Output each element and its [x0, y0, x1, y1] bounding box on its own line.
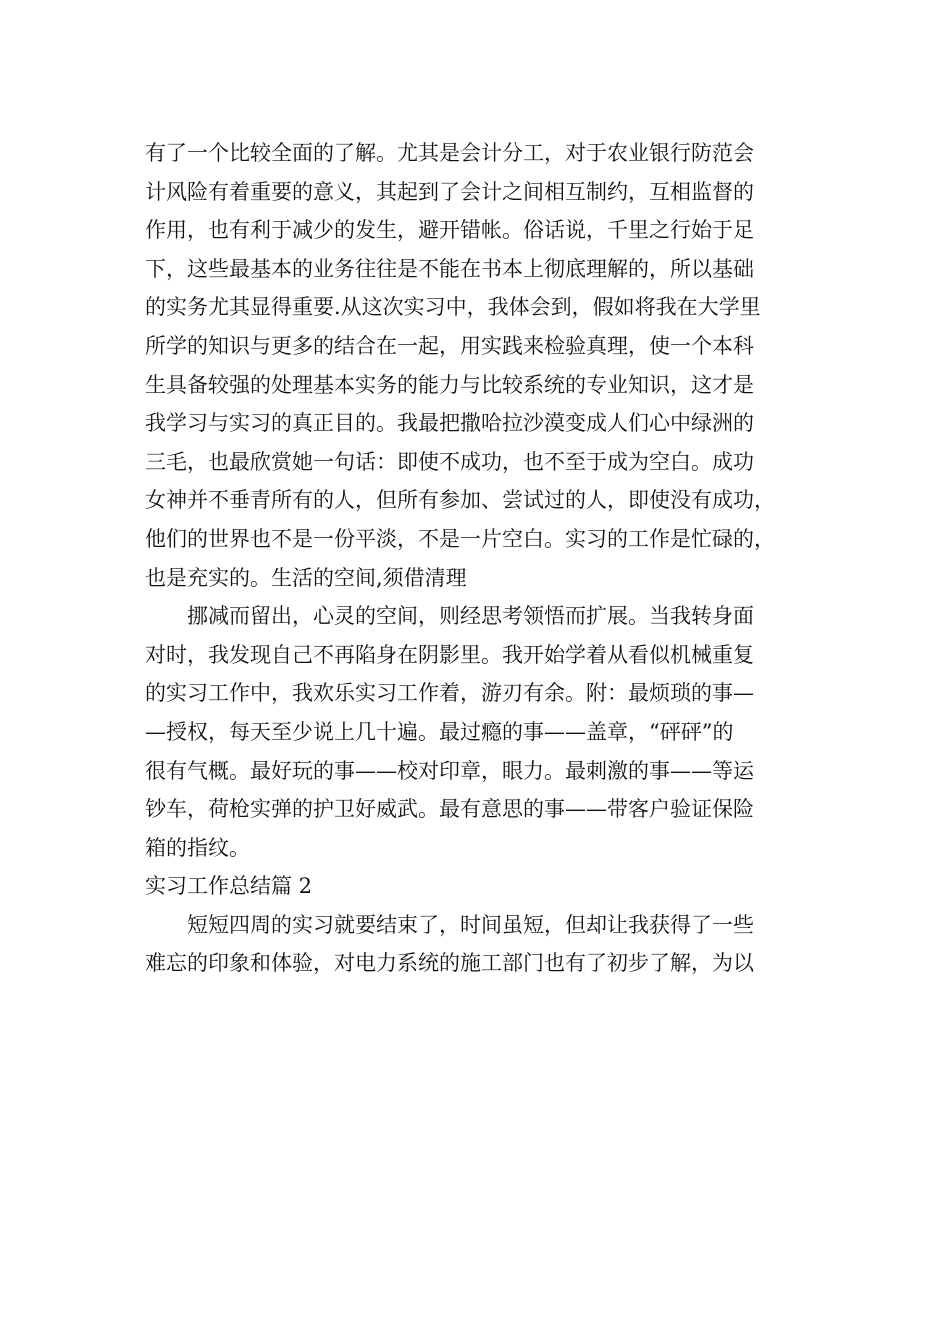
- paragraph-2: [145, 597, 815, 867]
- document-body: [145, 134, 815, 983]
- text-line: 我学习与实习的真正目的。我最把撒哈拉沙漠变成人们心中绿洲的: [145, 411, 754, 436]
- paragraph-1: [145, 134, 815, 597]
- text-line: 短短四周的实习就要结束了，时间虽短，但却让我获得了一些: [187, 912, 754, 937]
- text-line: 对时，我发现自己不再陷身在阴影里。我开始学着从看似机械重复: [145, 642, 754, 667]
- text-line: 有了一个比较全面的了解。尤其是会计分工，对于农业银行防范会: [145, 141, 754, 165]
- section-heading: 实习工作总结篇 2: [145, 874, 313, 899]
- text-line: 所学的知识与更多的结合在一起，用实践来检验真理，使一个本科: [145, 333, 754, 358]
- text-line: 下，这些最基本的业务往往是不能在书本上彻底理解的，所以基础: [145, 256, 754, 281]
- text-line: 难忘的印象和体验，对电力系统的施工部门也有了初步了解，为以: [145, 951, 754, 976]
- text-line: 箱的指纹。: [145, 835, 250, 860]
- text-line: —授权，每天至少说上几十遍。最过瘾的事——盖章，“砰砰”的: [145, 719, 734, 744]
- paragraph-3: [145, 906, 815, 983]
- text-line: 的实务尤其显得重要.从这次实习中，我体会到，假如将我在大学里: [145, 295, 761, 320]
- text-line: 也是充实的。生活的空间,须借清理: [145, 565, 467, 590]
- text-line: 挪减而留出，心灵的空间，则经思考领悟而扩展。当我转身面: [187, 604, 754, 629]
- text-line: 钞车，荷枪实弹的护卫好威武。最有意思的事——带客户验证保险: [145, 797, 754, 822]
- text-line: 他们的世界也不是一份平淡，不是一片空白。实习的工作是忙碌的，: [145, 526, 775, 551]
- text-line: 女神并不垂青所有的人，但所有参加、尝试过的人，即使没有成功，: [145, 488, 775, 513]
- text-line: 的实习工作中，我欢乐实习工作着，游刃有余。附：最烦琐的事—: [145, 681, 754, 706]
- text-line: 计风险有着重要的意义，其起到了会计之间相互制约，互相监督的: [145, 179, 754, 204]
- text-line: 生具备较强的处理基本实务的能力与比较系统的专业知识，这才是: [145, 372, 754, 397]
- text-line: 很有气概。最好玩的事——校对印章，眼力。最刺激的事——等运: [145, 758, 754, 783]
- text-line: 作用，也有利于减少的发生，避开错帐。俗话说，千里之行始于足: [145, 218, 754, 243]
- text-line: 三毛，也最欣赏她一句话：即使不成功，也不至于成为空白。成功: [145, 449, 754, 474]
